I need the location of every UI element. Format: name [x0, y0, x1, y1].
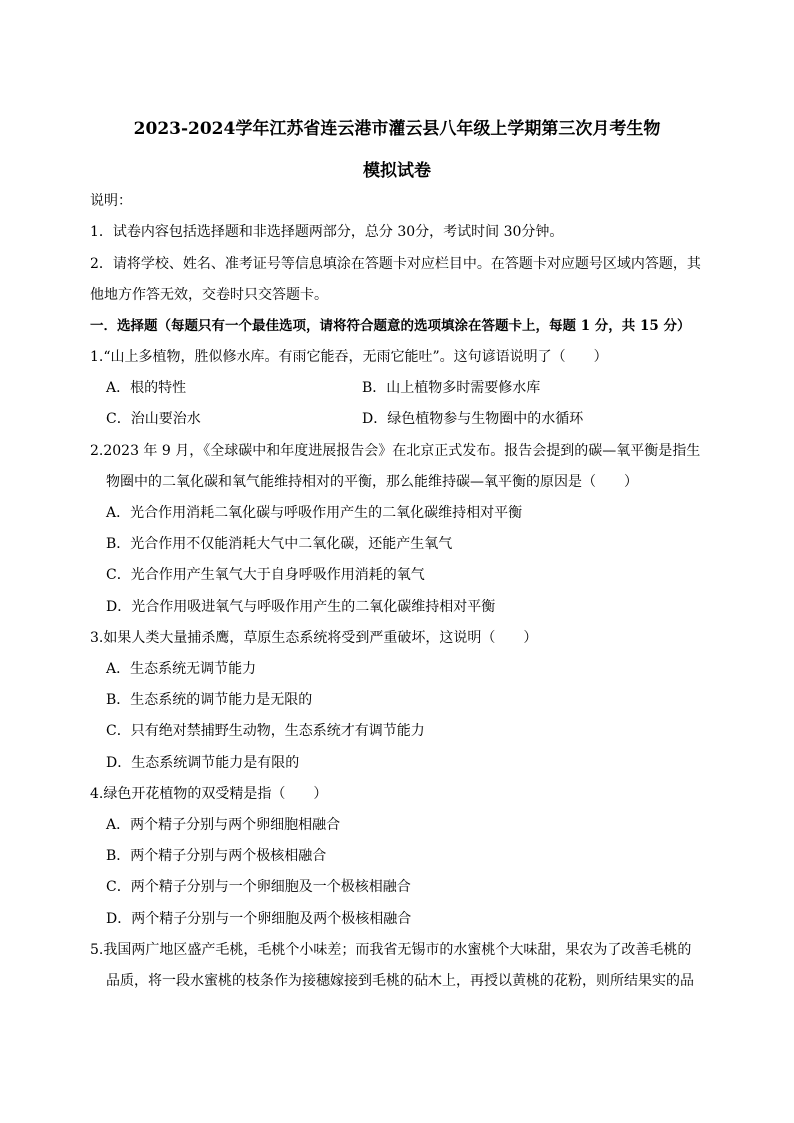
- question-2-option-b: B．光合作用不仅能消耗大气中二氧化碳，还能产生氧气: [106, 536, 453, 552]
- section-heading: 一．选择题（每题只有一个最佳选项，请将符合题意的选项填涂在答题卡上，每题 1 分，共 15 分）: [90, 318, 691, 334]
- note-2-line1: 2．请将学校、姓名、准考证号等信息填涂在答题卡对应栏目中。在答题卡对应题号区域内答题，其: [90, 256, 701, 272]
- exam-title-line2: 模拟试卷: [363, 161, 431, 181]
- note-1: 1．试卷内容包括选择题和非选择题两部分，总分 30分，考试时间 30分钟。: [90, 224, 564, 240]
- question-4-option-c: C．两个精子分别与一个卵细胞及一个极核相融合: [106, 879, 411, 895]
- notes-heading: 说明：: [90, 193, 132, 209]
- question-4-option-a: A．两个精子分别与两个卵细胞相融合: [106, 817, 341, 833]
- question-1-option-b: B．山上植物多时需要修水库: [362, 380, 541, 396]
- question-2-option-c: C．光合作用产生氧气大于自身呼吸作用消耗的氧气: [106, 567, 425, 583]
- exam-title-line1: 2023-2024学年江苏省连云港市灌云县八年级上学期第三次月考生物: [133, 119, 661, 139]
- note-2-line2: 他地方作答无效，交卷时只交答题卡。: [90, 287, 328, 303]
- question-1-option-c: C．治山要治水: [106, 411, 201, 427]
- question-2-option-a: A．光合作用消耗二氧化碳与呼吸作用产生的二氧化碳维持相对平衡: [106, 505, 523, 521]
- question-4-stem: 4.绿色开花植物的双受精是指（ ）: [90, 786, 328, 802]
- question-3-option-a: A．生态系统无调节能力: [106, 661, 257, 677]
- question-3-option-d: D．生态系统调节能力是有限的: [106, 755, 300, 771]
- question-4-option-d: D．两个精子分别与一个卵细胞及两个极核相融合: [106, 911, 412, 927]
- question-1-stem: 1.“山上多植物，胜似修水库。有雨它能吞，无雨它能吐”。这句谚语说明了（ ）: [90, 349, 608, 365]
- question-3-stem: 3.如果人类大量捕杀鹰，草原生态系统将受到严重破坏，这说明（ ）: [90, 630, 538, 646]
- question-5-stem-line2: 品质，将一段水蜜桃的枝条作为接穗嫁接到毛桃的砧木上，再授以黄桃的花粉，则所结果实的品: [106, 973, 694, 989]
- question-5-stem-line1: 5.我国两广地区盛产毛桃，毛桃个小味差；而我省无锡市的水蜜桃个大味甜，果农为了改善毛桃的: [90, 942, 692, 958]
- question-1-option-d: D．绿色植物参与生物圈中的水循环: [362, 411, 584, 427]
- question-3-option-c: C．只有绝对禁捕野生动物，生态系统才有调节能力: [106, 723, 425, 739]
- question-3-option-b: B．生态系统的调节能力是无限的: [106, 692, 313, 708]
- question-4-option-b: B．两个精子分别与两个极核相融合: [106, 848, 327, 864]
- question-2-stem-line1: 2.2023 年 9 月，《全球碳中和年度进展报告会》在北京正式发布。报告会提到的碳—氧平衡是指生: [90, 443, 701, 459]
- question-2-option-d: D．光合作用吸进氧气与呼吸作用产生的二氧化碳维持相对平衡: [106, 599, 496, 615]
- question-1-option-a: A．根的特性: [106, 380, 187, 396]
- question-2-stem-line2: 物圈中的二氧化碳和氧气能维持相对的平衡，那么能维持碳—氧平衡的原因是（ ）: [106, 474, 638, 490]
